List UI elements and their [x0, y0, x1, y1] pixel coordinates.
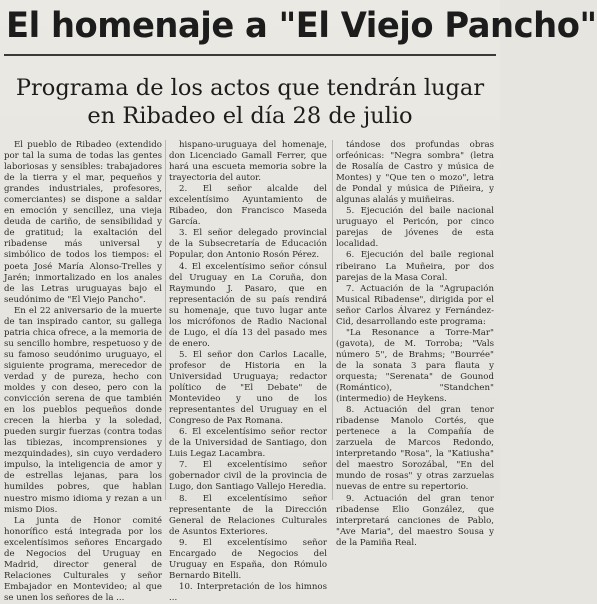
column-1-paragraph: El pueblo de Ribadeo (extendido por tal la suma de todas las gentes laboriosas y sensibles: trabajadores de la tierra y el mar, pequeños y grandes industriales, profesores, comerciantes) se dispone a saldar en emoción y sencillez, una vieja deuda de cariño, de sensibilidad y de gratitud; la exaltación del ribadense más universal y simbólico de todos los tiempos: el poeta José María Alonso-Trelles y Jarén; inmortalizado en los anales de las Letras uruguayas bajo el seudónimo de "El Viejo Pancho". — [4, 140, 162, 305]
column-2-paragraph: 9. El excelentísimo señor Encargado de Negocios del Uruguay en España, don Rómulo Bernardo Bitelli. — [169, 537, 327, 581]
article-column-3 — [336, 140, 494, 548]
column-2-paragraph: hispano-uruguaya del homenaje, don Licenciado Gamall Ferrer, que hará una escueta memoria sobre la trayectoria del autor. — [169, 140, 327, 184]
headline: El homenaje a "El Viejo Pancho" — [6, 6, 597, 46]
column-2-paragraph: 8. El excelentísimo señor representante de la Dirección General de Relaciones Culturales de Asuntos Exteriores. — [169, 493, 327, 537]
column-2-paragraph: 10. Interpretación de los himnos ... — [169, 581, 327, 603]
column-3-paragraph: tándose dos profundas obras orfeónicas: "Negra sombra" (letra de Rosalía de Castro y música de Montes) y "Que ten o mozo", letra de Pondal y música de Piñeira, y algunas alalás y muiñeiras. — [336, 140, 494, 206]
column-2-paragraph: 4. El excelentísimo señor cónsul del Uruguay en La Coruña, don Raymundo J. Pasaro, que en representación de su país rendirá su homenaje, que tuvo lugar ante los micrófonos de Radio Nacional de Lugo, el día 13 del pasado mes de enero. — [169, 261, 327, 349]
headline-rule — [4, 54, 496, 56]
column-3-paragraph: "La Resonance a Torre-Mar" (gavota), de M. Torroba; "Vals número 5", de Brahms; "Bourrée" de la sonata 3 para flauta y orquesta; "Serenata" de Gounod (Romántico), "Standchen" (intermedio) de Heykens. — [336, 327, 494, 405]
column-2-paragraph: 3. El señor delegado provincial de la Subsecretaría de Educación Popular, don Antonio Rosón Pérez. — [169, 228, 327, 261]
subheadline-line-2: en Ribadeo el día 28 de julio — [87, 103, 413, 129]
column-2-paragraph: 6. El excelentísimo señor rector de la Universidad de Santiago, don Luis Legaz Lacambra. — [169, 427, 327, 460]
column-3-paragraph: 6. Ejecución del baile regional ribeirano La Muñeira, por dos parejas de la Masa Coral. — [336, 250, 494, 283]
article-column-2 — [169, 140, 327, 603]
column-1-paragraph: En el 22 aniversario de la muerte de tan inspirado cantor, su gallega patria chica ofrece, a la memoria de su sencillo hombre, respetuoso y de su famoso seudónimo uruguayo, el siguiente programa, merecedor de verdad y de pureza, hecho con moldes y con deseo, pero con la convicción serena de que también en los pueblos pequeños donde crecen la hierba y la soledad, pueden surgir fuerzas (contra todas las tibiezas, incomprensiones y mezquindades), sin cuyo verdadero impulso, la inteligencia de amor y de estrellas lejanas, para los humildes pobres, que hablan nuestro mismo idioma y rezan a un mismo Dios. — [4, 305, 162, 515]
column-divider — [332, 140, 333, 500]
column-divider — [165, 140, 166, 500]
column-3-paragraph: 5. Ejecución del baile nacional uruguayo el Pericón, por cinco parejas de jóvenes de esta localidad. — [336, 206, 494, 250]
column-1-paragraph: La junta de Honor comité honorífico está integrada por los excelentísimos señores Encargado de Negocios del Uruguay en Madrid, director general de Relaciones Culturales y señor Embajador en Montevideo; al que se unen los señores de la ... — [4, 515, 162, 603]
column-2-paragraph: 2. El señor alcalde del excelentísimo Ayuntamiento de Ribadeo, don Francisco Maseda García. — [169, 184, 327, 228]
column-3-paragraph: 9. Actuación del gran tenor ribadense Elio González, que interpretará canciones de Pablo, "Ave Maria", del maestro Sousa y de la Pamiña Real. — [336, 493, 494, 548]
column-3-paragraph: 8. Actuación del gran tenor ribadense Manolo Cortés, que pertenece a la Compañía de zarzuela de Marcos Redondo, interpretando "Rosa", la "Katiusha" del maestro Sorozábal, "En del mundo de rosas" y otras zarzuelas nuevas de entre su repertorio. — [336, 405, 494, 493]
column-2-paragraph: 5. El señor don Carlos Lacalle, profesor de Historia en la Universidad Uruguaya; redactor político de "El Debate" de Montevideo y uno de los representantes del Uruguay en el Congreso de Pax Romana. — [169, 349, 327, 427]
column-2-paragraph: 7. El excelentísimo señor gobernador civil de la provincia de Lugo, don Santiago Vallejo Heredia. — [169, 460, 327, 493]
article-column-1 — [4, 140, 162, 603]
subheadline-line-1: Programa de los actos que tendrán lugar — [15, 75, 485, 101]
column-3-paragraph: 7. Actuación de la "Agrupación Musical Ribadense", dirigida por el señor Carlos Álvarez y Fernández-Cid, desarrollando este programa: — [336, 283, 494, 327]
